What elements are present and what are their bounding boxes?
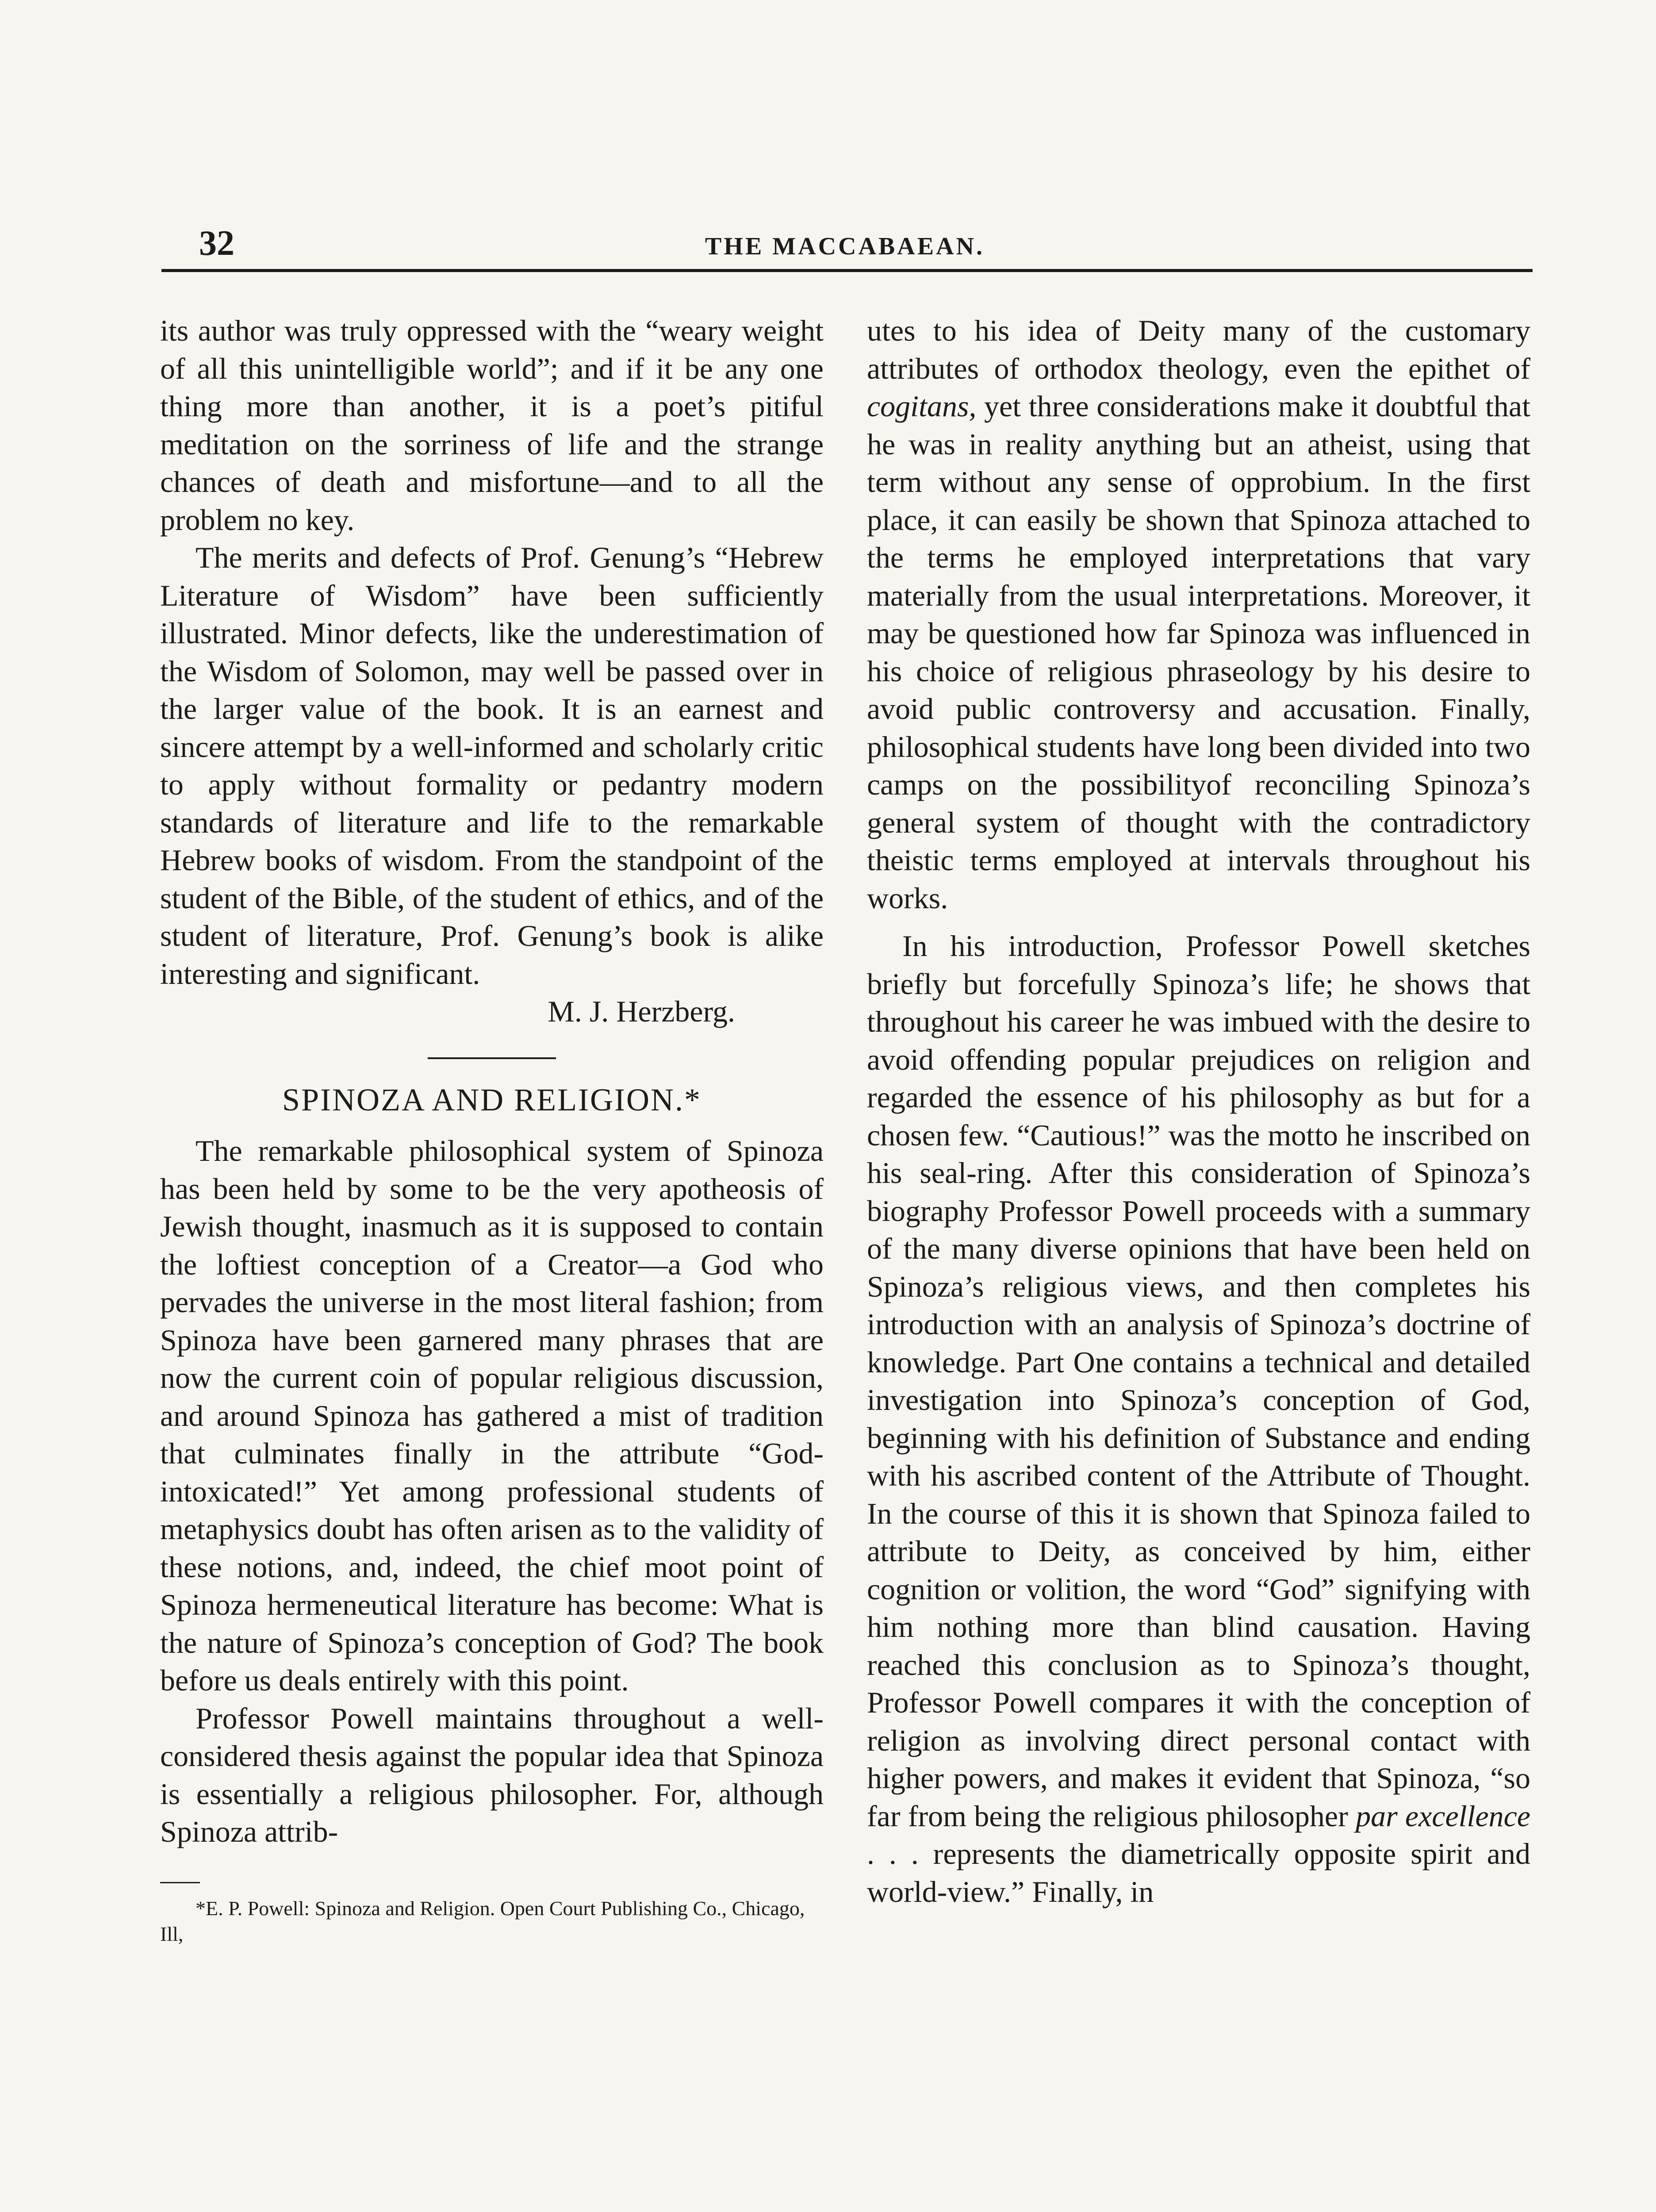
section-separator [428, 1057, 556, 1059]
right-p2-text-b: . . . represents the diametrically opposite spirit and world-view.” Finally, in [867, 1837, 1530, 1909]
page-header [155, 223, 1535, 263]
footnote: *E. P. Powell: Spinoza and Religion. Open Court Publishing Co., Chicago, Ill, [160, 1897, 805, 1945]
right-paragraph-1 [867, 312, 1530, 917]
right-p2-italic: par excellence [1356, 1799, 1530, 1833]
left-paragraph-3: The remarkable philosophical system of Spinoza has been held by some to be the very apotheosis of Jewish thought, inasmuch as it is supposed to contain the loftiest conception of a Creator—a God who pervades the universe in the most literal fashion; from Spinoza have been garnered many phrases that are now the current coin of popular religious discussion, and around Spinoza has gathered a mist of tradition that culminates finally in the attribute “God-intoxicated!” Yet among professional students of metaphysics doubt has often arisen as to the validity of these notions, and, indeed, the chief moot point of Spinoza hermeneutical literature has become: What is the nature of Spinoza’s conception of God? The book before us deals entirely with this point. [160, 1134, 824, 1697]
right-p1-italic: cogitans, [867, 389, 977, 423]
left-column [160, 312, 824, 1947]
right-column [867, 312, 1530, 1911]
review-signature: M. J. Herzberg. [548, 995, 735, 1028]
running-title: THE MACCABAEAN. [705, 233, 985, 260]
page-number: 32 [199, 224, 234, 263]
header-rule [161, 269, 1533, 272]
left-paragraph-2: The merits and defects of Prof. Genung’s “Hebrew Literature of Wisdom” have been sufficiently illustrated. Minor defects, like the underestimation of the Wisdom of Solomon, may well be passed over in the larger value of the book. It is an earnest and sincere attempt by a well-informed and scholarly critic to apply without formality or pedantry modern standards of literature and life to the remarkable Hebrew books of wisdom. From the standpoint of the student of the Bible, of the student of ethics, and of the student of literature, Prof. Genung’s book is alike interesting and significant. [160, 541, 824, 991]
left-paragraph-1: its author was truly oppressed with the “weary weight of all this unintelligible world”; and if it be any one thing more than another, it is a poet’s pitiful meditation on the sorriness of life and the strange chances of death and misfortune—and to all the problem no key. [160, 314, 824, 537]
right-p1-text-b: yet three considerations make it doubtful that he was in reality anything but an atheist, using that term without any sense of opprobium. In the first place, it can easily be shown that Spinoza attached to the terms he employed interpretations that vary materially from the usual interpretations. Moreover, it may be questioned how far Spinoza was influenced in his choice of religious phraseology by his desire to avoid public controversy and accusation. Finally, philosophical students have long been divided into two camps on the possibilityof reconciling Spinoza’s general system of thought with the contradictory theistic terms employed at intervals throughout his works. [867, 389, 1530, 915]
right-p2-text-a: In his introduction, Professor Powell sketches briefly but forcefully Spinoza’s life; he shows that throughout his career he was imbued with the desire to avoid offending popular prejudices on religion and regarded the essence of his philosophy as but for a chosen few. “Cautious!” was the motto he inscribed on his seal-ring. After this consideration of Spinoza’s biography Professor Powell proceeds with a summary of the many diverse opinions that have been held on Spinoza’s religious views, and then completes his introduction with an analysis of Spinoza’s doctrine of knowledge. Part One contains a technical and detailed investigation into Spinoza’s conception of God, beginning with his definition of Substance and ending with his ascribed content of the Attribute of Thought. In the course of this it is shown that Spinoza failed to attribute to Deity, as conceived by him, either cognition or volition, the word “God” signifying with him nothing more than blind causation. Having reached this conclusion as to Spinoza’s thought, Professor Powell compares it with the conception of religion as involving direct personal contact with higher powers, and makes it evident that Spinoza, “so far from being the religious philosopher [867, 929, 1530, 1833]
right-paragraph-2 [867, 927, 1530, 1911]
footnote-rule [160, 1882, 200, 1883]
right-p1-text-a: utes to his idea of Deity many of the customary attributes of orthodox theology, even the epithet of [867, 314, 1530, 385]
article-title: SPINOZA AND RELIGION.* [282, 1082, 702, 1118]
left-paragraph-4: Professor Powell maintains throughout a well-considered thesis against the popular idea that Spinoza is essentially a religious philosopher. For, although Spinoza attrib- [160, 1701, 824, 1848]
